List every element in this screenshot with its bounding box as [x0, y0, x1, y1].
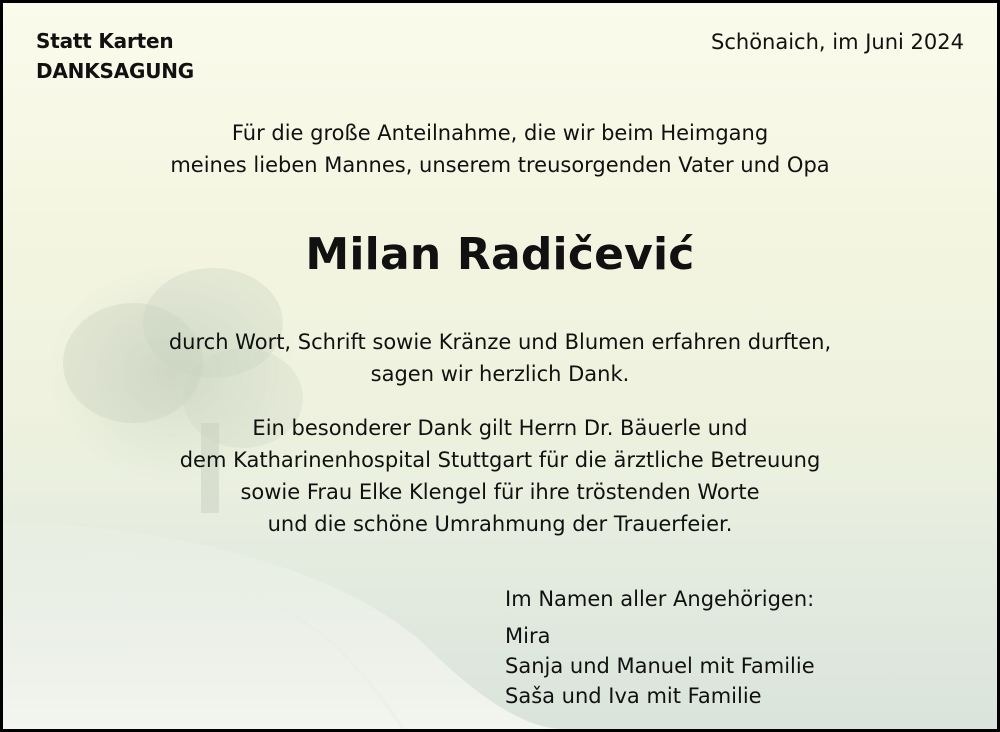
thanks-line: durch Wort, Schrift sowie Kränze und Blumen erfahren durften,: [168, 330, 832, 354]
special-thanks-line: Ein besonderer Dank gilt Herrn Dr. Bäuerle und: [252, 416, 748, 440]
intro-line: meines lieben Mannes, unserem treusorgenden Vater und Opa: [170, 153, 830, 177]
danksagung-label: DANKSAGUNG: [36, 59, 195, 83]
intro-text: [3, 117, 997, 181]
family-member: Saša und Iva mit Familie: [505, 684, 762, 708]
signoff-heading: Im Namen aller Angehörigen:: [505, 587, 815, 611]
special-thanks-line: dem Katharinenhospital Stuttgart für die ärztliche Betreuung: [179, 448, 821, 472]
statt-karten-label: Statt Karten: [36, 29, 174, 53]
special-thanks-text: [3, 412, 997, 540]
special-thanks-line: sowie Frau Elke Klengel für ihre tröstenden Worte: [240, 480, 760, 504]
header-label: [36, 26, 194, 86]
family-member: Mira: [505, 624, 551, 648]
thanks-line: sagen wir herzlich Dank.: [370, 362, 630, 386]
family-member: Sanja und Manuel mit Familie: [505, 654, 815, 678]
text-content: [3, 3, 997, 729]
signoff: [505, 583, 815, 711]
thanks-text: [3, 326, 997, 390]
place-date: Schönaich, im Juni 2024: [711, 30, 964, 54]
special-thanks-line: und die schöne Umrahmung der Trauerfeier.: [267, 512, 733, 536]
intro-line: Für die große Anteilnahme, die wir beim Heimgang: [231, 121, 769, 145]
deceased-name: Milan Radičević: [305, 229, 695, 280]
